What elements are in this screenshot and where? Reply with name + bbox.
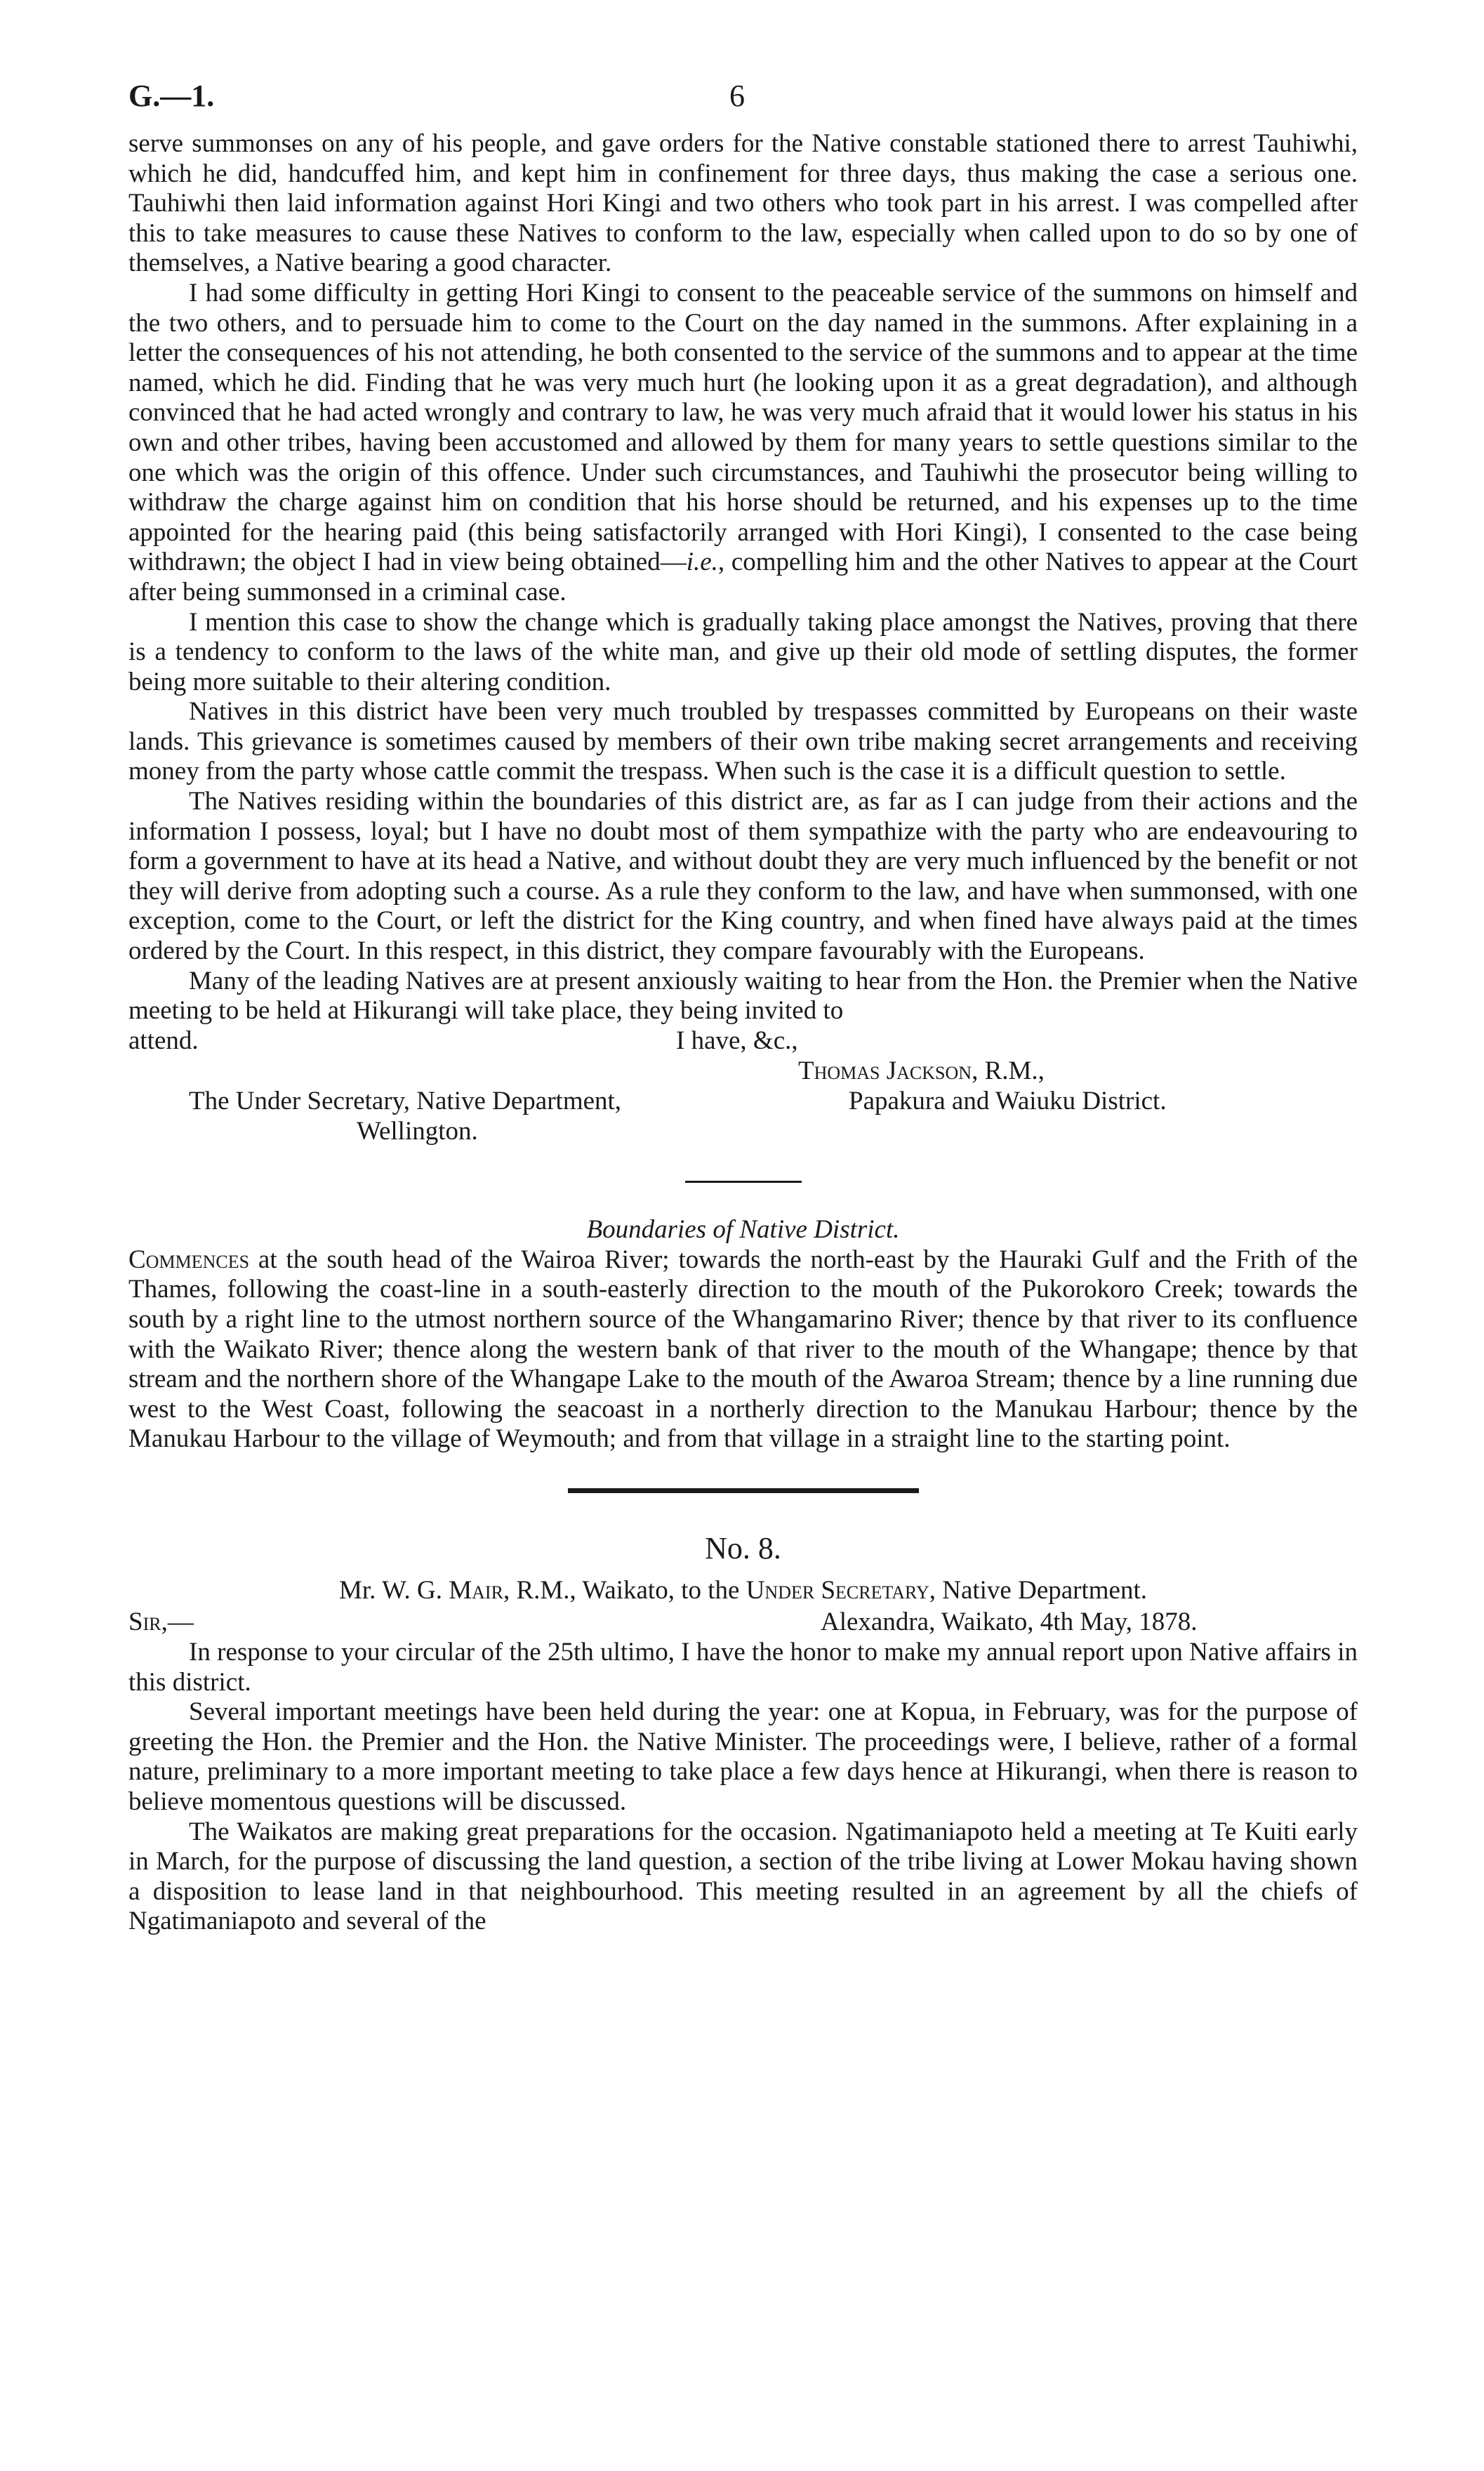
signer-name: Thomas Jackson, R.M., [798,1056,1045,1085]
document-divider [568,1488,919,1493]
italic-abbreviation: i.e. [686,548,718,577]
from-prefix: Mr. W. G. [338,1575,449,1605]
boundaries-paragraph [128,1245,1358,1455]
from-suffix: , Native Department. [929,1575,1148,1605]
paragraph: The Natives residing within the boundaries of this district are, as far as I can judge from their actions and the information I possess, loyal; but I have no doubt most of them sympathize with the party who are endeavouring to form a government to have at its head a Native, and without doubt they are very much influenced by the benefit or not they will derive from adopting such a course. As a rule they conform to the law, and have when summonsed, with one exception, come to the Court, or left the district for the King country, and when fined have always paid at the times ordered by the Court. In this respect, in this district, they compare favourably with the Europeans. [128,787,1358,966]
salutation-line [128,1608,1358,1638]
signer-office: Papakura and Waiuku District. [849,1086,1167,1115]
page-number: 6 [729,79,745,113]
document-number-heading: No. 8. [705,1530,781,1565]
dateline: Alexandra, Waikato, 4th May, 1878. [821,1607,1198,1636]
paragraph [128,279,1358,608]
boundaries-text: at the south head of the Wairoa River; towards the north-east by the Hauraki Gulf and the Frith of the Thames, following the coast-line in a south-easterly direction to the mouth of the Pukorokoro Creek; towards the south by a right line to the utmost northern source of the Whangamarino River; thence by that river to its confluence with the Waikato River; thence along the western bank of that river to the mouth of the Whangape; thence by that stream and the northern shore of the Whangape Lake to the mouth of the Awaroa Stream; thence by a line running due west to the West Coast, following the seacoast in a northerly direction to the Manukau Harbour; thence by the Manukau Harbour to the village of Weymouth; and from that village in a straight line to the starting point. [128,1245,1358,1454]
document-reference: G.—1. [128,79,215,113]
boundaries-title: Boundaries of Native District. [586,1214,900,1244]
from-to-line [128,1576,1358,1606]
report-body [128,1638,1358,1937]
to-title: Under Secretary [746,1575,929,1605]
last-word: attend. [128,1026,199,1055]
addressee: The Under Secretary, Native Department, [189,1086,622,1115]
section-divider [685,1181,802,1183]
boundaries-lead: Commences [128,1245,250,1274]
paragraph: Several important meetings have been held during the year: one at Kopua, in February, was for the purpose of greeting the Hon. the Premier and the Hon. the Native Minister. The proceedings were, I believe, rather of a formal nature, preliminary to a more important meeting to take place a few days hence at Hikurangi, when there is reason to believe momentous questions will be discussed. [128,1697,1358,1816]
letter-body [128,129,1358,1026]
paragraph: Natives in this district have been very much troubled by trespasses committed by Europeans on their waste lands. This grievance is sometimes caused by members of their own tribe making secret arrangements and receiving money from the party whose cattle commit the trespass. When such is the case it is a difficult question to settle. [128,697,1358,786]
paragraph-continued: serve summonses on any of his people, and gave orders for the Native constable stationed there to arrest Tauhiwhi, which he did, handcuffed him, and kept him in confinement for three days, thus making the case a serious one. Tauhiwhi then laid information against Hori Kingi and two others who took part in his arrest. I was compelled after this to take measures to cause these Natives to conform to the law, especially when called upon to do so by one of themselves, a Native bearing a good character. [128,129,1358,278]
paragraph: The Waikatos are making great preparations for the occasion. Ngatimaniapoto held a meeting at Te Kuiti early in March, for the purpose of discussing the land question, a section of the tribe living at Lower Mokau having shown a disposition to lease land in that neighbourhood. This meeting resulted in an agreement by all the chiefs of Ngatimaniapoto and several of the [128,1817,1358,1936]
paragraph: In response to your circular of the 25th ultimo, I have the honor to make my annual report upon Native affairs in this district. [128,1637,1358,1697]
paragraph: I mention this case to show the change which is gradually taking place amongst the Natives, proving that there is a tendency to conform to the laws of the white man, and give up their old mode of settling disputes, the former being more suitable to their altering condition. [128,607,1358,696]
page-header [128,73,1358,129]
signature-block [128,1026,1358,1174]
paragraph-text-tail: , compelling him and the other Natives to appear at the Court after being summonsed in a criminal case. [128,548,1358,607]
closing-phrase: I have, &c., [676,1026,798,1055]
salutation: Sir,— [128,1607,194,1636]
paragraph-text: I had some difficulty in getting Hori Kingi to consent to the peaceable service of the summons on himself and the two others, and to persuade him to come to the Court on the day named in the summons. After explaining in a letter the consequences of his not attending, he both consented to the service of the summons and to appear at the time named, which he did. Finding that he was very much hurt (he looking upon it as a great degradation), and although convinced that he had acted wrongly and contrary to law, he was very much afraid that it would lower his status in his own and other tribes, having been accustomed and allowed by them for many years to settle questions similar to the one which was the origin of this offence. Under such circumstances, and Tauhiwhi the prosecutor being willing to withdraw the charge against him on condition that his horse should be returned, and his expenses up to the time appointed for the hearing paid (this being satisfactorily arranged with Hori Kingi), I consented to the case being withdrawn; the object I had in view being obtained— [128,278,1358,577]
from-middle: , R.M., Waikato, to the [503,1575,746,1605]
paragraph: Many of the leading Natives are at present anxiously waiting to hear from the Hon. the Premier when the Native meeting to be held at Hikurangi will take place, they being invited to [128,966,1358,1026]
from-name: Mair [449,1575,503,1605]
addressee-city: Wellington. [357,1116,478,1146]
